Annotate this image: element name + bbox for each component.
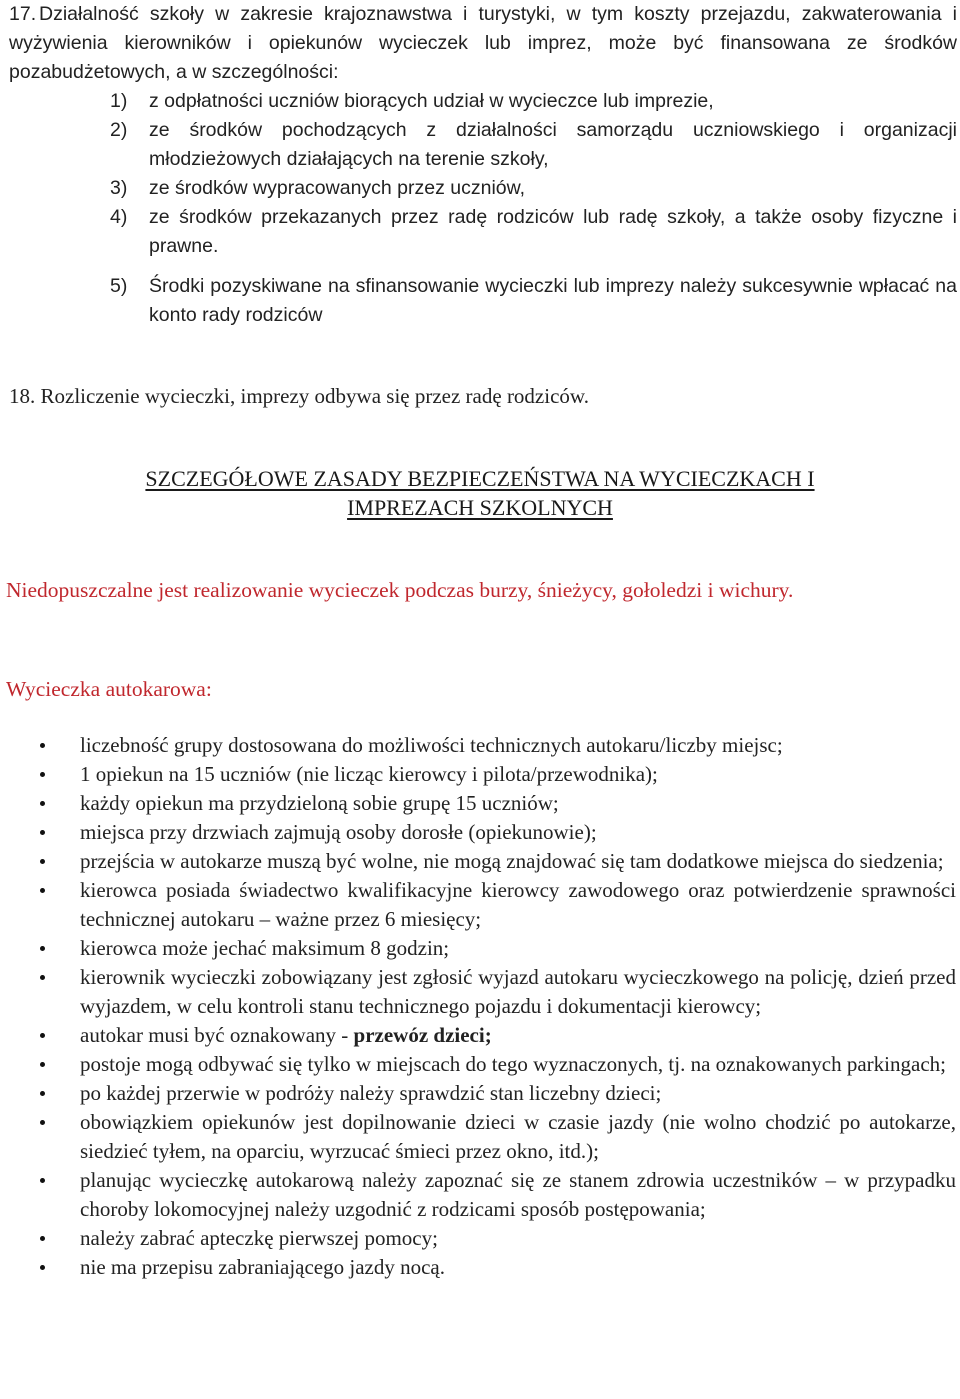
section-18: 18. Rozliczenie wycieczki, imprezy odbywa się przez radę rodziców. [9,384,589,408]
rule-item [0,1253,956,1282]
sublist-item-number: 1) [110,90,128,112]
bullet-icon [40,743,45,748]
rule-item [0,760,956,789]
safety-rules-heading [0,464,960,522]
rule-item [0,1108,956,1166]
rule-item [0,789,956,818]
rule-item [0,1224,956,1253]
rule-item [0,876,956,934]
rule-text: obowiązkiem opiekunów jest dopilnowanie dzieci w czasie jazdy (nie wolno chodzić po autokarze, siedzieć tyłem, na oparciu, wyrzucać śmieci przez okno, itd.); [80,1110,956,1163]
bullet-icon [40,1265,45,1270]
rule-text: nie ma przepisu zabraniającego jazdy nocą. [80,1255,445,1279]
section-17-number: 17. [9,3,37,25]
sublist-item-number: 4) [110,206,128,228]
sublist-item-text: ze środków pochodzących z działalności samorządu uczniowskiego i organizacji młodzieżowych działających na terenie szkoły, [149,119,957,170]
rule-text-bold: przewóz dzieci; [353,1023,492,1047]
rule-item [0,847,956,876]
rule-item [0,963,956,1021]
sublist-item-number: 3) [110,177,128,199]
rule-text: 1 opiekun na 15 uczniów (nie licząc kierowcy i pilota/przewodnika); [80,762,658,786]
sublist-item [9,87,957,116]
sublist-item-text: ze środków przekazanych przez radę rodziców lub radę szkoły, a także osoby fizyczne i prawne. [149,206,957,257]
bullet-icon [40,1062,45,1067]
rule-text: planując wycieczkę autokarową należy zapoznać się ze stanem zdrowia uczestników – w przypadku choroby lokomocyjnej należy uzgodnić z rodzicami sposób postępowania; [80,1168,956,1221]
bullet-icon [40,1120,45,1125]
rule-text: postoje mogą odbywać się tylko w miejscach do tego wyznaczonych, tj. na oznakowanych parkingach; [80,1052,946,1076]
rule-text: po każdej przerwie w podróży należy sprawdzić stan liczebny dzieci; [80,1081,662,1105]
sublist-item [9,174,957,203]
rule-text: każdy opiekun ma przydzieloną sobie grupę 15 uczniów; [80,791,559,815]
bullet-icon [40,1091,45,1096]
section-17-intro-text: Działalność szkoły w zakresie krajoznawstwa i turystyki, w tym koszty przejazdu, zakwaterowania i wyżywienia kierowników i opiekunów wycieczek lub imprez, może być finansowana ze środków pozabudżetowych, a w szczególności: [9,3,957,83]
bullet-icon [40,801,45,806]
rule-text: liczebność grupy dostosowana do możliwości technicznych autokaru/liczby miejsc; [80,733,783,757]
rule-text-prefix: autokar musi być oznakowany - [80,1023,354,1047]
bullet-icon [40,1236,45,1241]
section-17-intro [9,0,957,87]
sublist-item-number: 5) [110,275,128,297]
bullet-icon [40,772,45,777]
sublist-item-text: ze środków wypracowanych przez uczniów, [149,177,526,199]
sublist-item-text: z odpłatności uczniów biorących udział w wycieczce lub imprezie, [149,90,714,112]
rule-item [0,818,956,847]
bullet-icon [40,975,45,980]
rule-text: kierowca może jechać maksimum 8 godzin; [80,936,450,960]
bus-trip-rules-list [0,731,956,1282]
bullet-icon [40,888,45,893]
bus-trip-subheading: Wycieczka autokarowa: [6,677,212,701]
sublist-item [9,203,957,261]
bullet-icon [40,859,45,864]
sublist-item [9,272,957,330]
rule-text: kierowca posiada świadectwo kwalifikacyjne kierowcy zawodowego oraz potwierdzenie sprawności technicznej autokaru – ważne przez 6 miesięcy; [80,878,956,931]
sublist-item-text: Środki pozyskiwane na sfinansowanie wycieczki lub imprezy należy sukcesywnie wpłacać na konto rady rodziców [149,275,957,326]
section-17-sublist [9,87,957,330]
heading-line-2: IMPREZACH SZKOLNYCH [347,495,613,520]
section-17 [9,0,957,330]
bullet-icon [40,1178,45,1183]
sublist-item [9,116,957,174]
sublist-item-number: 2) [110,119,128,141]
rule-text: przejścia w autokarze muszą być wolne, nie mogą znajdować się tam dodatkowe miejsca do siedzenia; [80,849,944,873]
weather-warning: Niedopuszczalne jest realizowanie wycieczek podczas burzy, śnieżycy, gołoledzi i wichury. [6,578,794,602]
rule-item [0,731,956,760]
rule-text: należy zabrać apteczkę pierwszej pomocy; [80,1226,438,1250]
rule-item [0,1079,956,1108]
rule-item [0,934,956,963]
rule-item [0,1050,956,1079]
heading-line-1: SZCZEGÓŁOWE ZASADY BEZPIECZEŃSTWA NA WYCIECZKACH I [145,466,815,491]
rule-item [0,1021,956,1050]
rule-item [0,1166,956,1224]
bullet-icon [40,946,45,951]
bullet-icon [40,1033,45,1038]
rule-text: kierownik wycieczki zobowiązany jest zgłosić wyjazd autokaru wycieczkowego na policję, dzień przed wyjazdem, w celu kontroli stanu technicznego pojazdu i dokumentacji kierowcy; [80,965,956,1018]
bullet-icon [40,830,45,835]
rule-text: miejsca przy drzwiach zajmują osoby dorosłe (opiekunowie); [80,820,597,844]
